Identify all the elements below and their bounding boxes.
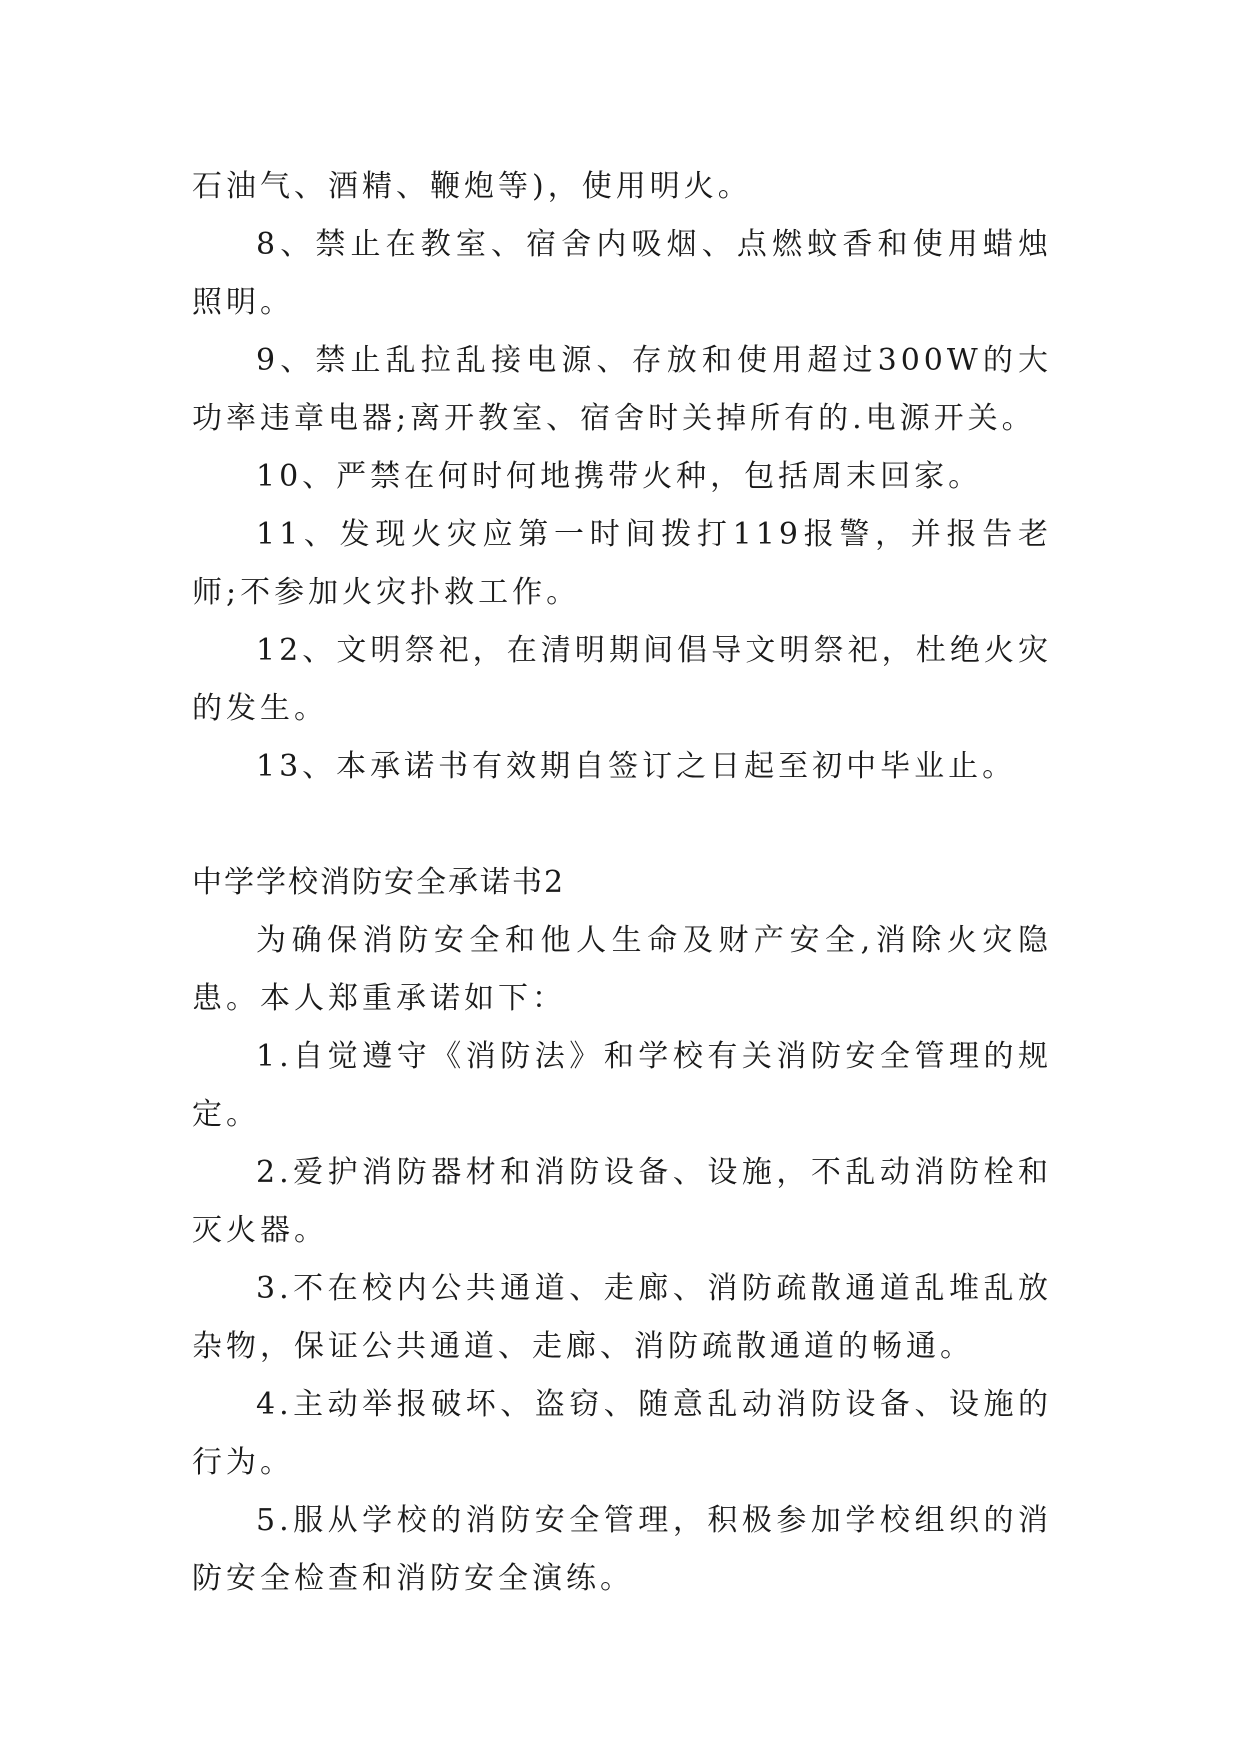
- section-spacer: [192, 796, 1052, 854]
- rule-item-11: 11、发现火灾应第一时间拨打119报警，并报告老师;不参加火灾扑救工作。: [192, 517, 1052, 610]
- rule-item-9: 9、禁止乱拉乱接电源、存放和使用超过300W的大功率违章电器;离开教室、宿舍时关掉所有的.电源开关。: [192, 343, 1052, 436]
- pledge-intro: 为确保消防安全和他人生命及财产安全,消除火灾隐患。本人郑重承诺如下：: [192, 923, 1052, 1016]
- pledge-item-5: 5.服从学校的消防安全管理，积极参加学校组织的消防安全检查和消防安全演练。: [192, 1503, 1052, 1596]
- rule-item-12: 12、文明祭祀，在清明期间倡导文明祭祀，杜绝火灾的发生。: [192, 633, 1052, 726]
- pledge-item-4: 4.主动举报破坏、盗窃、随意乱动消防设备、设施的行为。: [192, 1387, 1052, 1480]
- continuation-text: 石油气、酒精、鞭炮等)，使用明火。: [192, 169, 752, 204]
- rule-item-13: 13、本承诺书有效期自签订之日起至初中毕业止。: [256, 749, 1017, 784]
- pledge-item-1: 1.自觉遵守《消防法》和学校有关消防安全管理的规定。: [192, 1039, 1052, 1132]
- pledge-item-3: 3.不在校内公共通道、走廊、消防疏散通道乱堆乱放杂物，保证公共通道、走廊、消防疏散通道的畅通。: [192, 1271, 1052, 1364]
- section-title: 中学学校消防安全承诺书2: [192, 865, 566, 900]
- document-body: [192, 158, 1052, 1608]
- rule-item-10: 10、严禁在何时何地携带火种，包括周末回家。: [256, 459, 983, 494]
- pledge-item-2: 2.爱护消防器材和消防设备、设施，不乱动消防栓和灭火器。: [192, 1155, 1052, 1248]
- rule-item-8: 8、禁止在教室、宿舍内吸烟、点燃蚊香和使用蜡烛照明。: [192, 227, 1052, 320]
